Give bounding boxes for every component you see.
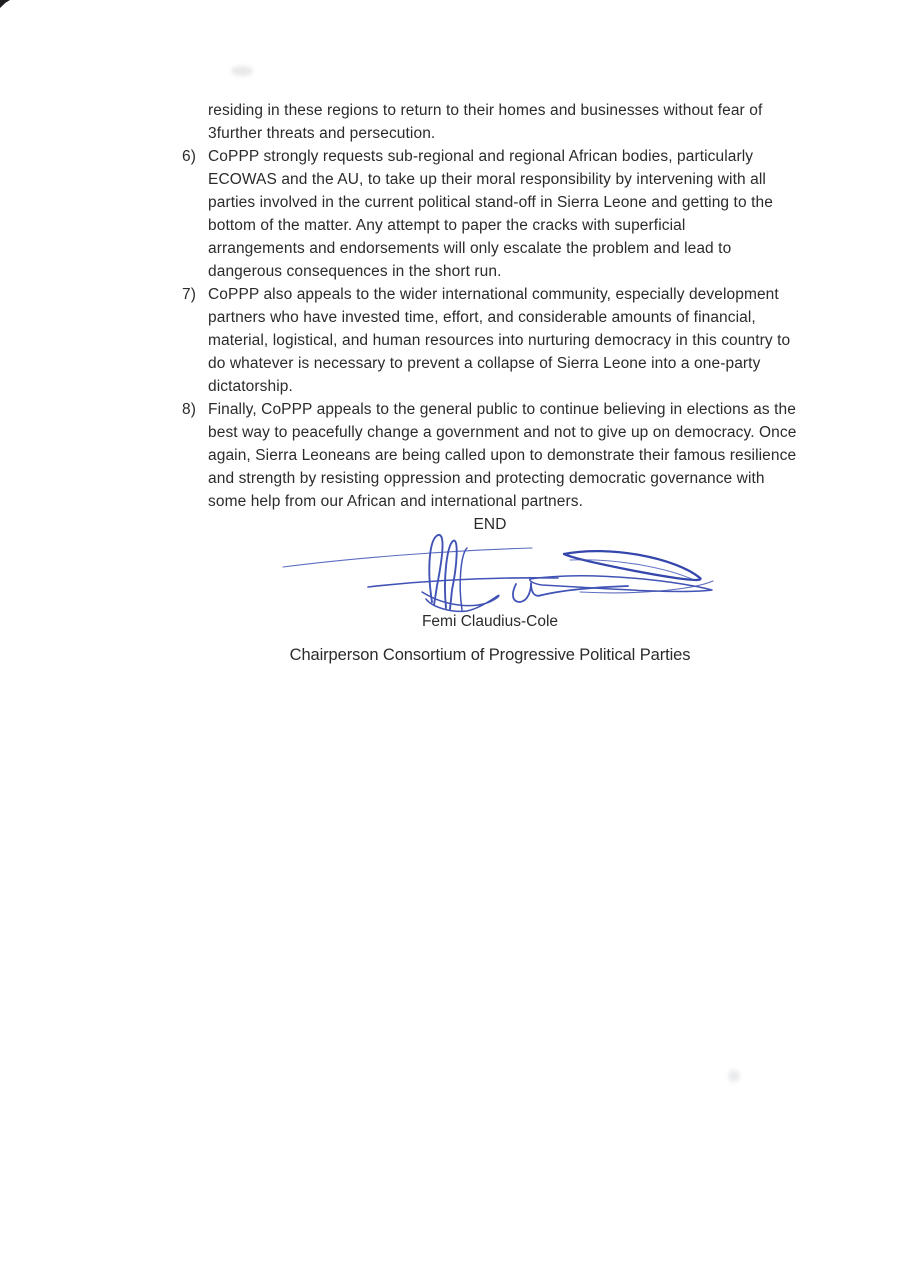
list-item-number: 8) <box>182 401 196 418</box>
signatory-title: Chairperson Consortium of Progressive Political Parties <box>289 646 691 664</box>
list-item-number: 7) <box>182 286 196 303</box>
list-item-8 <box>182 398 798 513</box>
text-line: dictatorship. <box>208 378 293 395</box>
text-line: and strength by resisting oppression and protecting democratic governance with <box>208 470 765 487</box>
signature-image <box>280 528 718 618</box>
scan-smudge <box>231 66 253 76</box>
text-line: partners who have invested time, effort, and considerable amounts of financial, <box>208 309 756 326</box>
list-item-number: 6) <box>182 148 196 165</box>
text-line: do whatever is necessary to prevent a collapse of Sierra Leone into a one-party <box>208 355 761 372</box>
end-marker: END <box>473 516 507 533</box>
scan-smudge <box>728 1070 740 1082</box>
text-line: best way to peacefully change a government and not to give up on democracy. Once <box>208 424 797 441</box>
text-line: again, Sierra Leoneans are being called upon to demonstrate their famous resilience <box>208 447 797 464</box>
text-line: parties involved in the current political stand-off in Sierra Leone and getting to the <box>208 194 773 211</box>
text-line: Finally, CoPPP appeals to the general public to continue believing in elections as the <box>208 401 796 418</box>
text-line: CoPPP strongly requests sub-regional and regional African bodies, particularly <box>208 148 754 165</box>
scan-artifact-corner <box>0 0 10 8</box>
list-item-6 <box>182 145 798 283</box>
text-line: material, logistical, and human resources into nurturing democracy in this country to <box>208 332 791 349</box>
handwritten-signature-icon <box>280 528 718 618</box>
text-line: ECOWAS and the AU, to take up their moral responsibility by intervening with all <box>208 171 766 188</box>
signatory-name: Femi Claudius-Cole <box>421 613 559 630</box>
list-item-7 <box>182 283 798 398</box>
paragraph-continuation <box>208 99 798 145</box>
text-line: 3further threats and persecution. <box>208 125 436 142</box>
text-line: residing in these regions to return to their homes and businesses without fear of <box>208 102 763 119</box>
text-line: arrangements and endorsements will only escalate the problem and lead to <box>208 240 732 257</box>
text-line: some help from our African and international partners. <box>208 493 584 510</box>
text-line: bottom of the matter. Any attempt to paper the cracks with superficial <box>208 217 686 234</box>
document-body <box>182 99 798 536</box>
text-line: dangerous consequences in the short run. <box>208 263 502 280</box>
text-line: CoPPP also appeals to the wider international community, especially development <box>208 286 779 303</box>
